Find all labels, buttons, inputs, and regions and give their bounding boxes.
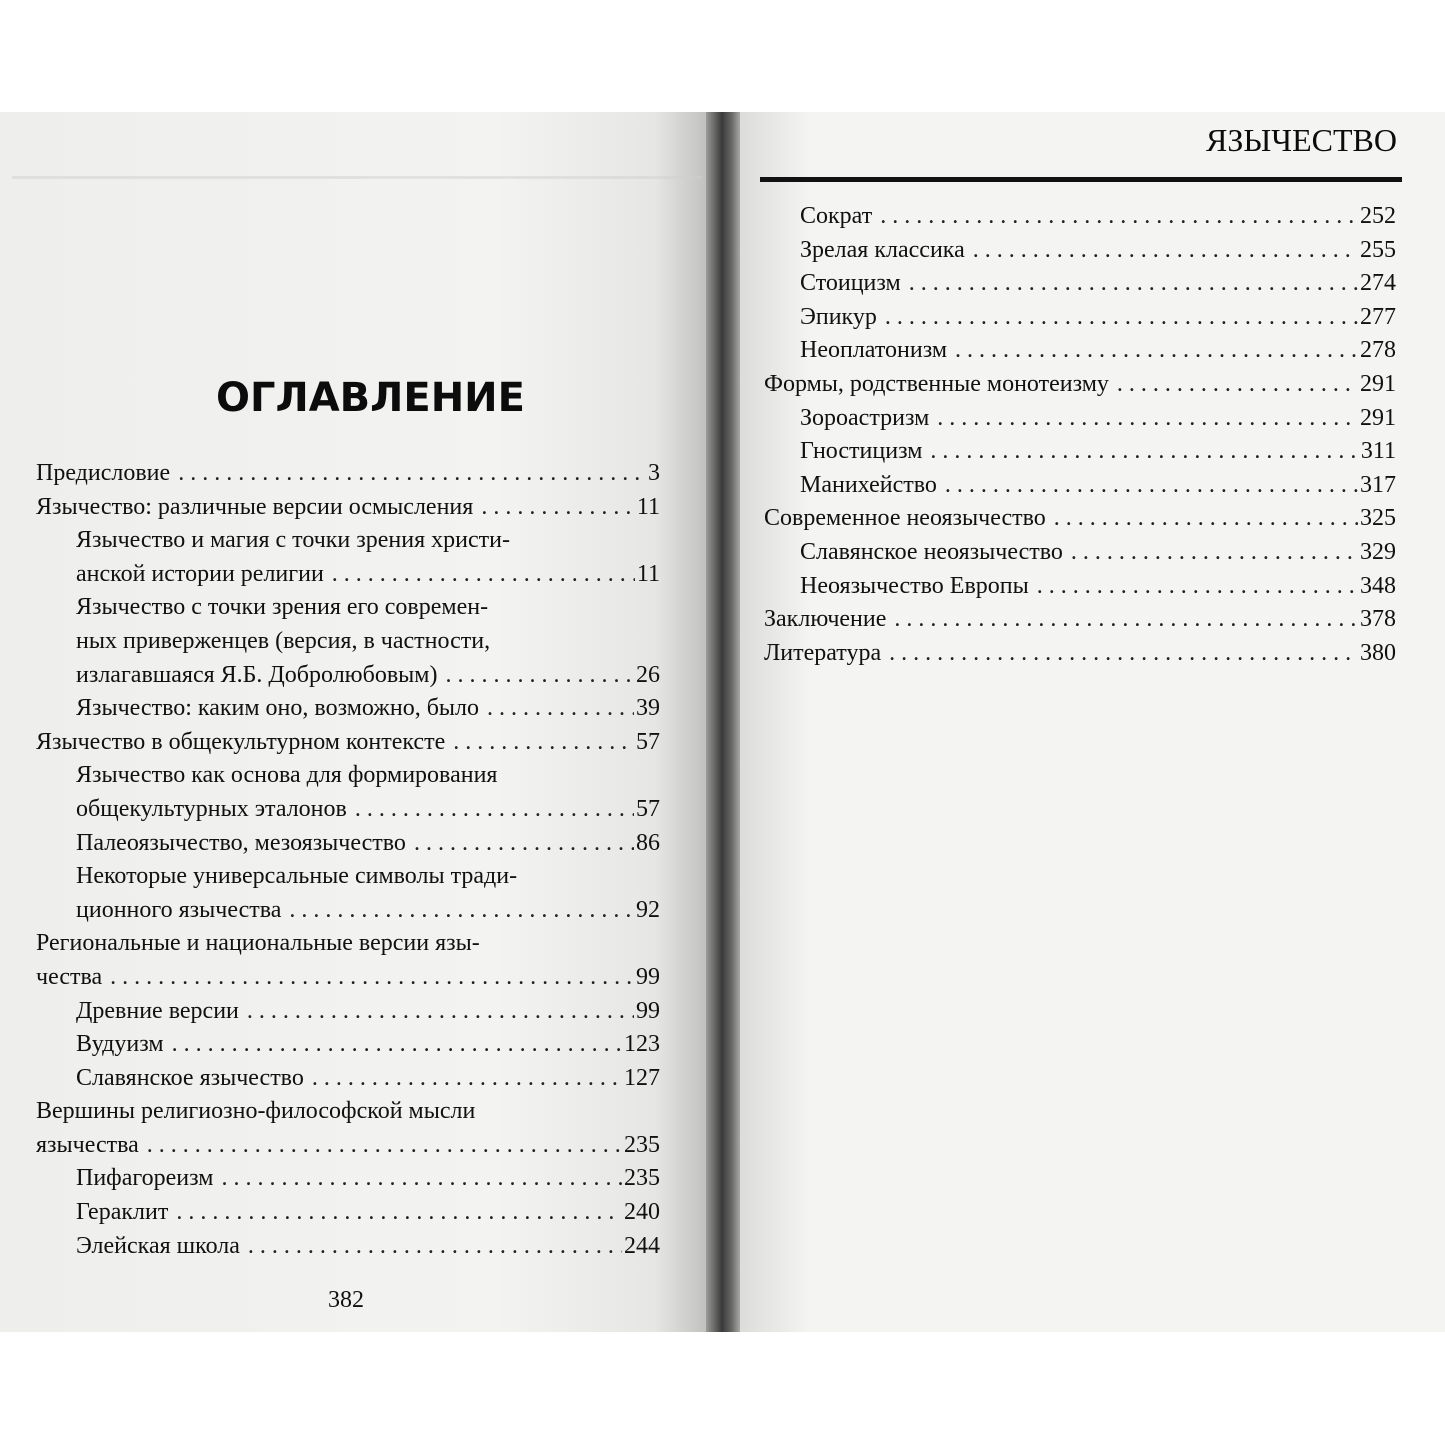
dot-leader: [312, 1062, 622, 1096]
toc-line: [764, 402, 1396, 436]
toc-page-number: 252: [1360, 203, 1396, 229]
toc-line: [36, 1062, 660, 1096]
toc-page-number: 235: [624, 1165, 660, 1192]
dot-leader: [248, 1230, 622, 1264]
running-head: ЯЗЫЧЕСТВО: [1206, 122, 1397, 158]
dot-leader: [110, 961, 634, 995]
toc-page-number: 255: [1360, 236, 1396, 263]
toc-entry-title: Стоицизм: [800, 270, 901, 297]
header-rule: [760, 177, 1402, 182]
toc-page-number: 92: [636, 896, 660, 923]
toc-entry-title: язычества: [36, 1131, 139, 1158]
toc-entry-title: Манихейство: [800, 471, 937, 498]
toc-line: [36, 860, 660, 894]
dot-leader: [973, 234, 1358, 268]
toc-page-number: 378: [1360, 606, 1396, 633]
toc-page-number: 39: [636, 695, 660, 722]
toc-entry-title: Язычество и магия с точки зрения христи-: [76, 527, 510, 554]
toc-entry-title: ционного язычества: [76, 896, 282, 923]
toc-entry-title: Язычество: каким оно, возможно, было: [76, 695, 480, 722]
toc-page-number: 317: [1360, 471, 1396, 498]
show-through-rule: [12, 176, 702, 179]
toc-page-number: 26: [636, 661, 660, 688]
toc-line: [36, 1129, 660, 1163]
toc-page-number: 235: [624, 1131, 660, 1158]
toc-page-number: 86: [636, 829, 660, 856]
toc-line: [764, 334, 1396, 368]
toc-entry-title: Заключение: [764, 606, 887, 633]
toc-page-number: 311: [1360, 438, 1396, 465]
toc-line: [36, 793, 660, 827]
toc-line: [36, 961, 660, 995]
dot-leader: [1054, 502, 1358, 536]
toc-line: [764, 502, 1396, 536]
toc-entry-title: Гностицизм: [800, 438, 923, 465]
toc-page-number: 11: [636, 493, 660, 520]
dot-leader: [945, 469, 1358, 503]
toc-entry-title: Литература: [764, 639, 882, 666]
toc-page-number: 274: [1360, 270, 1396, 297]
toc-entry-title: Региональные и национальные версии язы-: [36, 930, 480, 957]
toc-line: [36, 759, 660, 793]
toc-line: [36, 558, 660, 592]
toc-entry-title: Эпикур: [800, 303, 877, 330]
toc-entry-title: Зрелая классика: [800, 236, 965, 263]
toc-line: [36, 457, 660, 491]
toc-line: [764, 301, 1396, 335]
toc-page-number: 99: [636, 963, 660, 990]
dot-leader: [445, 659, 634, 693]
dot-leader: [1117, 368, 1358, 402]
toc-entry-title: Некоторые универсальные символы тради-: [76, 863, 518, 890]
toc-entry-title: Палеоязычество, мезоязычество: [76, 829, 406, 856]
toc-entry-title: Элейская школа: [76, 1232, 240, 1259]
dot-leader: [178, 457, 646, 491]
toc-entry-title: ных приверженцев (версия, в частности,: [76, 627, 491, 654]
toc-entry-title: Древние версии: [76, 997, 239, 1024]
toc-entry-title: Язычество: различные версии осмысления: [36, 493, 474, 520]
dot-leader: [955, 334, 1358, 368]
toc-entry-title: Формы, родственные монотеизму: [764, 370, 1109, 397]
toc-entry-title: Вудуизм: [76, 1031, 164, 1058]
toc-line: [764, 267, 1396, 301]
page-title: ОГЛАВЛЕНИЕ: [216, 375, 525, 421]
toc-line: [36, 1196, 660, 1230]
toc-line: [36, 625, 660, 659]
toc-entry-title: общекультурных эталонов: [76, 795, 347, 822]
toc-line: [36, 1095, 660, 1129]
toc-list-right: [764, 200, 1396, 670]
toc-page-number: 11: [636, 560, 660, 587]
toc-page-number: 291: [1360, 404, 1396, 431]
toc-page-number: 348: [1360, 572, 1396, 599]
dot-leader: [937, 402, 1358, 436]
toc-line: [764, 200, 1396, 234]
toc-page-number: 57: [636, 795, 660, 822]
dot-leader: [453, 726, 634, 760]
dot-leader: [147, 1129, 622, 1163]
toc-page-number: 3: [648, 460, 660, 486]
page-number: 382: [328, 1287, 364, 1313]
toc-line: [36, 692, 660, 726]
toc-entry-title: Современное неоязычество: [764, 505, 1046, 532]
toc-line: [764, 368, 1396, 402]
toc-line: [36, 524, 660, 558]
toc-page-number: 123: [624, 1031, 660, 1058]
toc-entry-title: Сократ: [800, 203, 873, 229]
toc-entry-title: Предисловие: [36, 460, 171, 486]
dot-leader: [1071, 536, 1358, 570]
toc-entry-title: чества: [36, 963, 103, 990]
dot-leader: [172, 1028, 622, 1062]
toc-page-number: 99: [636, 997, 660, 1024]
toc-line: [36, 1230, 660, 1264]
dot-leader: [894, 603, 1358, 637]
dot-leader: [247, 995, 634, 1029]
toc-page-number: 277: [1360, 303, 1396, 330]
toc-line: [36, 1162, 660, 1196]
toc-page-number: 278: [1360, 337, 1396, 364]
dot-leader: [332, 558, 635, 592]
toc-line: [764, 469, 1396, 503]
toc-entry-title: Язычество с точки зрения его современ-: [76, 594, 489, 621]
toc-line: [36, 995, 660, 1029]
dot-leader: [414, 827, 634, 861]
toc-line: [764, 570, 1396, 604]
toc-page-number: 329: [1360, 538, 1396, 565]
dot-leader: [487, 692, 634, 726]
toc-line: [764, 234, 1396, 268]
dot-leader: [355, 793, 634, 827]
toc-page-number: 291: [1360, 370, 1396, 397]
toc-entry-title: Неоязычество Европы: [800, 572, 1029, 599]
dot-leader: [909, 267, 1358, 301]
toc-entry-title: Славянское язычество: [76, 1064, 304, 1091]
toc-page-number: 240: [624, 1199, 660, 1226]
dot-leader: [889, 637, 1358, 671]
toc-line: [764, 603, 1396, 637]
dot-leader: [885, 301, 1358, 335]
toc-list-left: [36, 457, 660, 1263]
toc-entry-title: излагавшаяся Я.Б. Добролюбовым): [76, 661, 438, 688]
toc-line: [764, 435, 1396, 469]
toc-line: [36, 927, 660, 961]
toc-entry-title: Неоплатонизм: [800, 337, 948, 364]
toc-entry-title: Вершины религиозно-философской мысли: [36, 1098, 476, 1125]
toc-page-number: 57: [636, 728, 660, 755]
toc-line: [36, 726, 660, 760]
toc-entry-title: Славянское неоязычество: [800, 538, 1063, 565]
toc-entry-title: анской истории религии: [76, 560, 324, 587]
dot-leader: [930, 435, 1358, 469]
dot-leader: [221, 1162, 622, 1196]
toc-entry-title: Гераклит: [76, 1199, 169, 1226]
dot-leader: [176, 1196, 622, 1230]
toc-line: [36, 659, 660, 693]
toc-entry-title: Язычество как основа для формирования: [76, 762, 498, 789]
toc-page-number: 325: [1360, 505, 1396, 532]
toc-page-number: 380: [1360, 639, 1396, 666]
dot-leader: [880, 200, 1358, 234]
toc-entry-title: Пифагореизм: [76, 1165, 214, 1192]
dot-leader: [481, 491, 635, 525]
toc-page-number: 127: [624, 1064, 660, 1091]
toc-entry-title: Зороастризм: [800, 404, 930, 431]
toc-line: [36, 591, 660, 625]
toc-line: [764, 536, 1396, 570]
dot-leader: [1037, 570, 1358, 604]
toc-line: [36, 1028, 660, 1062]
toc-entry-title: Язычество в общекультурном контексте: [36, 728, 446, 755]
toc-line: [36, 827, 660, 861]
toc-page-number: 244: [624, 1232, 660, 1259]
toc-line: [36, 894, 660, 928]
dot-leader: [289, 894, 634, 928]
toc-line: [764, 637, 1396, 671]
toc-line: [36, 491, 660, 525]
